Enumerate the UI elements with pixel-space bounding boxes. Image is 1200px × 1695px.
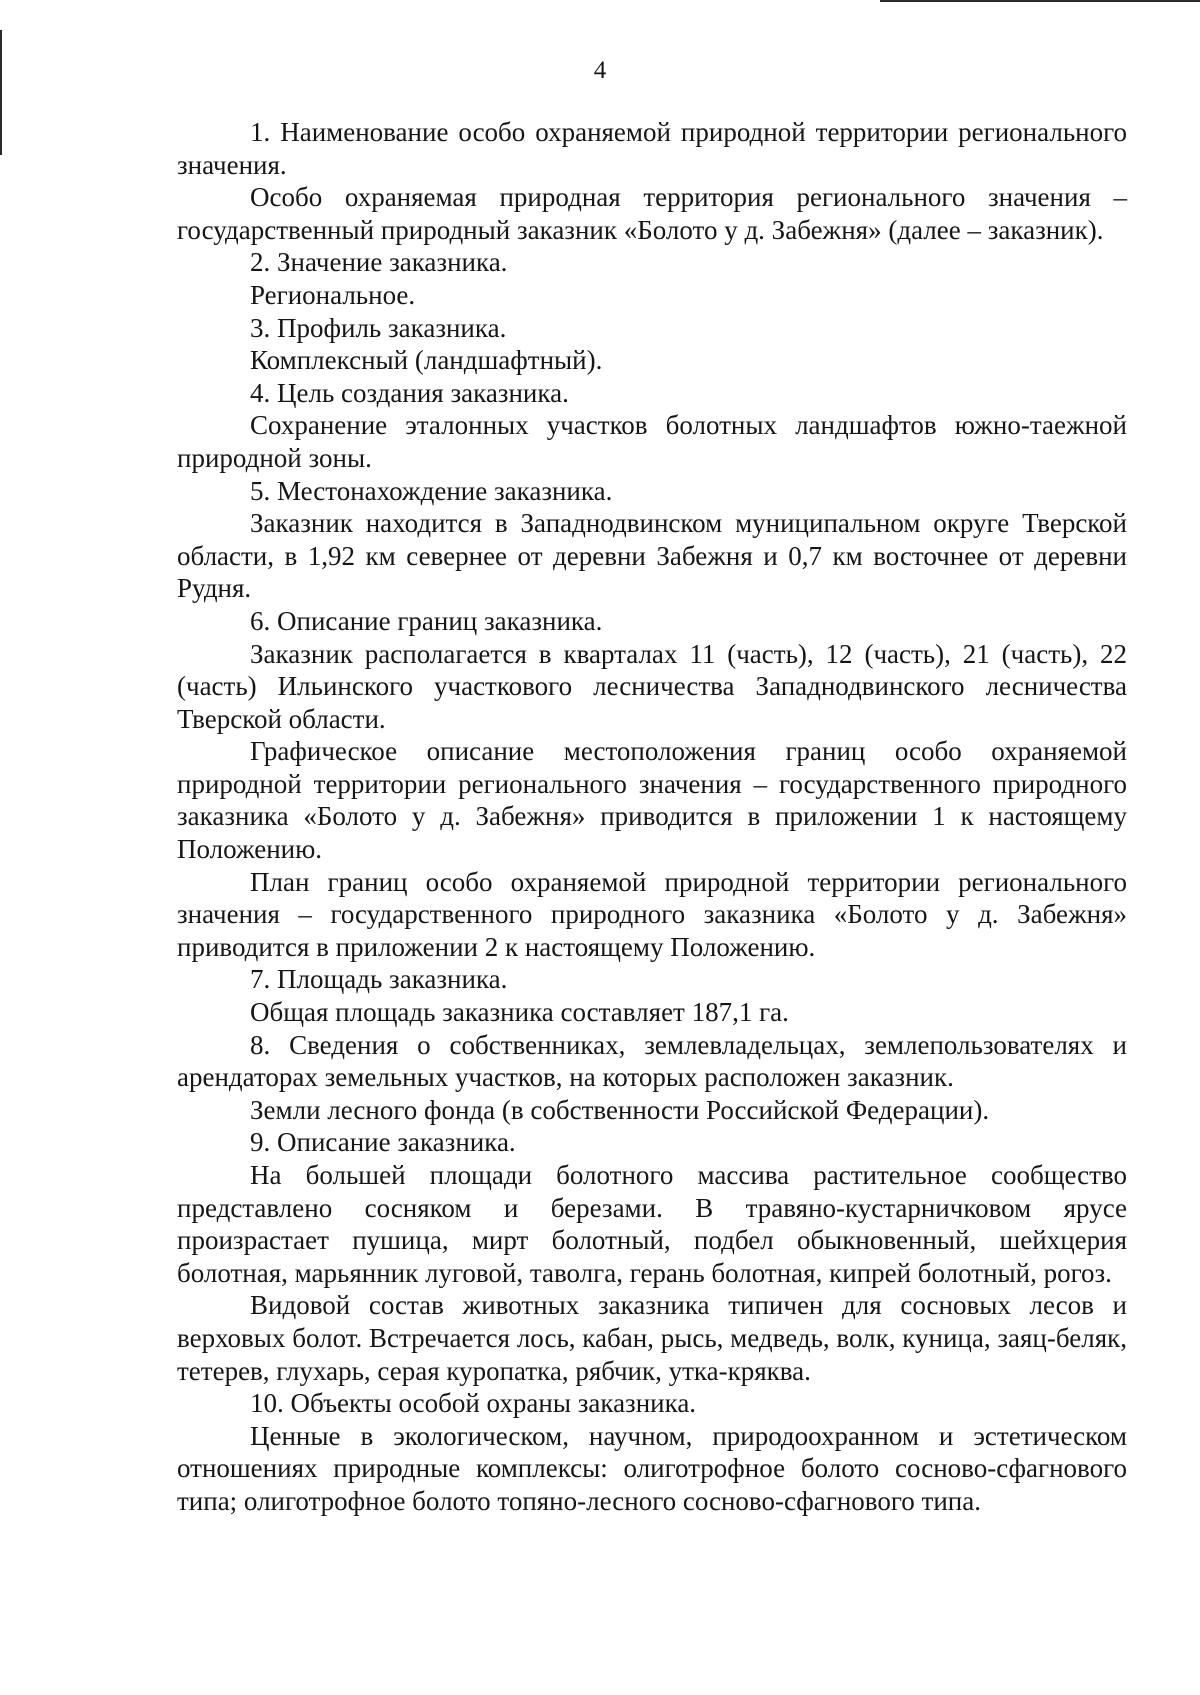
paragraph-section-5-text: Заказник находится в Западнодвинском муниципальном округе Тверской области, в 1,92 км севернее от деревни Забежня и 0,7 км восточнее от деревни Рудня.	[177, 508, 1127, 604]
paragraph-section-4-text: Сохранение эталонных участков болотных ландшафтов южно-таежной природной зоны.	[177, 410, 1127, 473]
paragraph-section-6-text-2: Графическое описание местоположения границ особо охраняемой природной территории регионального значения – государственного природного заказника «Болото у д. Забежня» приводится в приложении 1 к настоящему Положению.	[177, 736, 1127, 865]
document-body	[177, 116, 1127, 1518]
page-number: 4	[593, 57, 607, 84]
paragraph-section-5-heading: 5. Местонахождение заказника.	[250, 475, 613, 506]
paragraph-section-1-text: Особо охраняемая природная территория регионального значения – государственный природный заказник «Болото у д. Забежня» (далее – заказник).	[177, 182, 1127, 245]
paragraph-section-10-text: Ценные в экологическом, научном, природоохранном и эстетическом отношениях природные комплексы: олиготрофное болото сосново-сфагнового типа; олиготрофное болото топяно-лесного сосново-сфагнового типа.	[177, 1420, 1127, 1516]
paragraph-section-8-heading: 8. Сведения о собственниках, землевладельцах, землепользователях и арендаторах земельных участков, на которых расположен заказник.	[177, 1029, 1127, 1093]
paragraph-section-9-text-2: Видовой состав животных заказника типичен для сосновых лесов и верховых болот. Встречается лось, кабан, рысь, медведь, волк, куница, заяц-беляк, тетерев, глухарь, серая куропатка, рябчик, утка-кряква.	[177, 1290, 1127, 1386]
paragraph-section-7-heading: 7. Площадь заказника.	[250, 964, 508, 995]
paragraph-section-6-text-1: Заказник располагается в кварталах 11 (часть), 12 (часть), 21 (часть), 22 (часть) Ильинского участкового лесничества Западнодвинского лесничества Тверской области.	[177, 638, 1127, 734]
paragraph-section-6-heading: 6. Описание границ заказника.	[250, 605, 603, 636]
paragraph-section-9-text-1: На большей площади болотного массива растительное сообщество представлено сосняком и березами. В травяно-кустарничковом ярусе произрастает пушица, мирт болотный, подбел обыкновенный, шейхцерия болотная, марьянник луговой, таволга, герань болотная, кипрей болотный, рогоз.	[177, 1160, 1127, 1288]
paragraph-section-3-heading: 3. Профиль заказника.	[250, 312, 507, 343]
paragraph-section-4-heading: 4. Цель создания заказника.	[250, 377, 569, 408]
paragraph-section-3-text: Комплексный (ландшафтный).	[250, 345, 603, 376]
scan-edge-top	[880, 0, 1200, 2]
paragraph-section-8-text: Земли лесного фонда (в собственности Российской Федерации).	[250, 1094, 990, 1125]
scan-edge-left	[0, 30, 2, 155]
paragraph-section-10-heading: 10. Объекты особой охраны заказника.	[250, 1388, 697, 1419]
paragraph-section-7-text: Общая площадь заказника составляет 187,1 га.	[250, 997, 789, 1028]
paragraph-section-2-heading: 2. Значение заказника.	[250, 247, 508, 278]
paragraph-section-1-heading: 1. Наименование особо охраняемой природной территории регионального значения.	[177, 117, 1127, 180]
paragraph-section-6-text-3: План границ особо охраняемой природной территории регионального значения – государственного природного заказника «Болото у д. Забежня» приводится в приложении 2 к настоящему Положению.	[177, 866, 1127, 962]
paragraph-section-9-heading: 9. Описание заказника.	[250, 1127, 516, 1158]
paragraph-section-2-text: Региональное.	[250, 279, 416, 310]
